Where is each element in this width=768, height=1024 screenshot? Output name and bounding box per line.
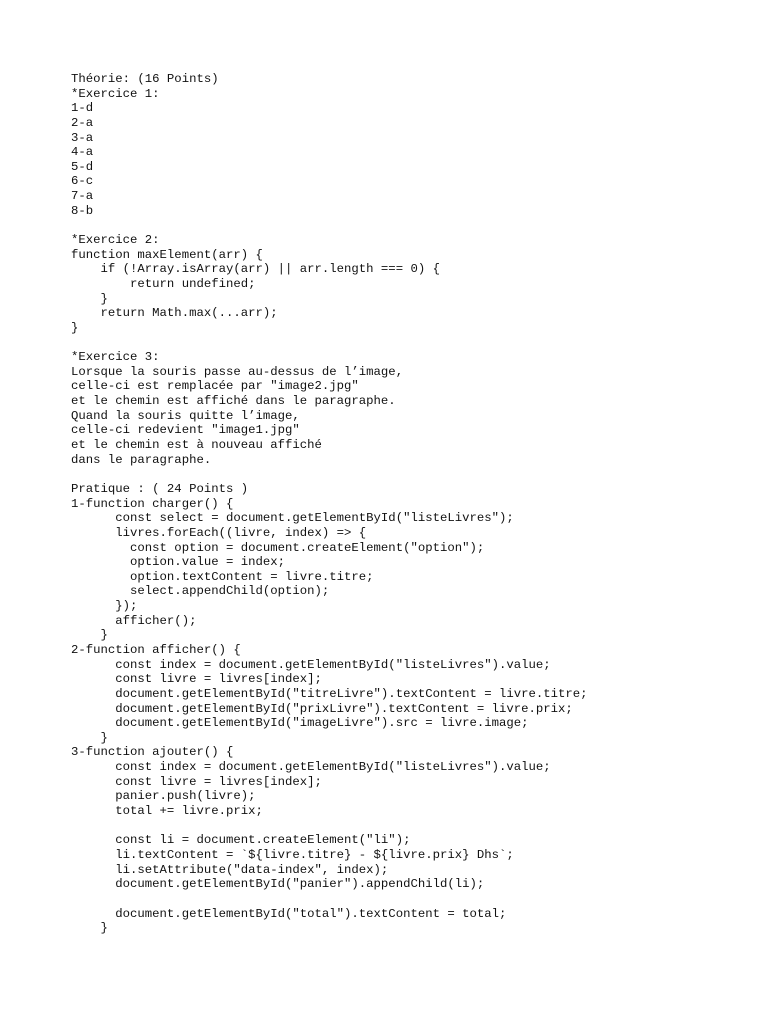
document-line: return Math.max(...arr);	[71, 306, 278, 321]
document-line: const option = document.createElement("option");	[71, 540, 485, 555]
document-line: const select = document.getElementById("listeLivres");	[71, 511, 514, 526]
document-line: 6-c	[71, 174, 94, 189]
document-line: li.textContent = `${livre.titre} - ${livre.prix} Dhs`;	[71, 847, 514, 862]
document-line: option.value = index;	[71, 555, 286, 570]
document-line	[71, 819, 748, 834]
document-line	[71, 892, 748, 907]
document-line: 7-a	[71, 189, 94, 204]
document-line: dans le paragraphe.	[71, 452, 212, 467]
document-line: afficher();	[71, 613, 197, 628]
document-line: *Exercice 2:	[71, 233, 160, 248]
document-line: 3-function ajouter() {	[71, 745, 234, 760]
document-line: document.getElementById("titreLivre").textContent = livre.titre;	[71, 686, 588, 701]
document-line: *Exercice 1:	[71, 86, 160, 101]
document-line	[71, 336, 748, 351]
document-line: Quand la souris quitte l’image,	[71, 408, 300, 423]
document-line: option.textContent = livre.titre;	[71, 569, 374, 584]
document-line: 4-a	[71, 145, 94, 160]
document-line: Pratique : ( 24 Points )	[71, 481, 249, 496]
document-line	[71, 218, 748, 233]
document-line: });	[71, 599, 138, 614]
document-line: celle-ci est remplacée par "image2.jpg"	[71, 379, 359, 394]
document-line: const livre = livres[index];	[71, 672, 322, 687]
document-line: }	[71, 320, 79, 335]
document-line: document.getElementById("imageLivre").src = livre.image;	[71, 716, 529, 731]
document-line: document.getElementById("panier").appendChild(li);	[71, 877, 485, 892]
document-line: }	[71, 921, 108, 936]
document-line: }	[71, 291, 108, 306]
document-line: li.setAttribute("data-index", index);	[71, 862, 389, 877]
document-line: const livre = livres[index];	[71, 774, 322, 789]
document-line: const index = document.getElementById("listeLivres").value;	[71, 657, 551, 672]
document-line: return undefined;	[71, 276, 256, 291]
document-line: function maxElement(arr) {	[71, 247, 263, 262]
document-line: }	[71, 628, 108, 643]
document-line: const index = document.getElementById("listeLivres").value;	[71, 760, 551, 775]
document-line: celle-ci redevient "image1.jpg"	[71, 423, 300, 438]
document-line: }	[71, 730, 108, 745]
document-line: select.appendChild(option);	[71, 584, 330, 599]
document-line: 2-a	[71, 115, 94, 130]
document-line: total += livre.prix;	[71, 804, 263, 819]
document-line: const li = document.createElement("li");	[71, 833, 411, 848]
document-line: 5-d	[71, 159, 94, 174]
document-line: document.getElementById("total").textContent = total;	[71, 906, 507, 921]
document-page	[71, 72, 748, 936]
document-line: 8-b	[71, 203, 94, 218]
document-line: panier.push(livre);	[71, 789, 256, 804]
document-line: livres.forEach((livre, index) => {	[71, 525, 367, 540]
document-line: 2-function afficher() {	[71, 642, 241, 657]
document-line: 1-d	[71, 101, 94, 116]
document-line: Théorie: (16 Points)	[71, 72, 219, 86]
document-line: *Exercice 3:	[71, 350, 160, 365]
document-line	[71, 467, 748, 482]
document-line: 3-a	[71, 130, 94, 145]
document-line: et le chemin est affiché dans le paragraphe.	[71, 394, 396, 409]
document-line: document.getElementById("prixLivre").textContent = livre.prix;	[71, 701, 573, 716]
document-line: if (!Array.isArray(arr) || arr.length === 0) {	[71, 262, 440, 277]
document-line: Lorsque la souris passe au-dessus de l’image,	[71, 364, 404, 379]
document-line: et le chemin est à nouveau affiché	[71, 438, 322, 453]
document-line: 1-function charger() {	[71, 496, 234, 511]
